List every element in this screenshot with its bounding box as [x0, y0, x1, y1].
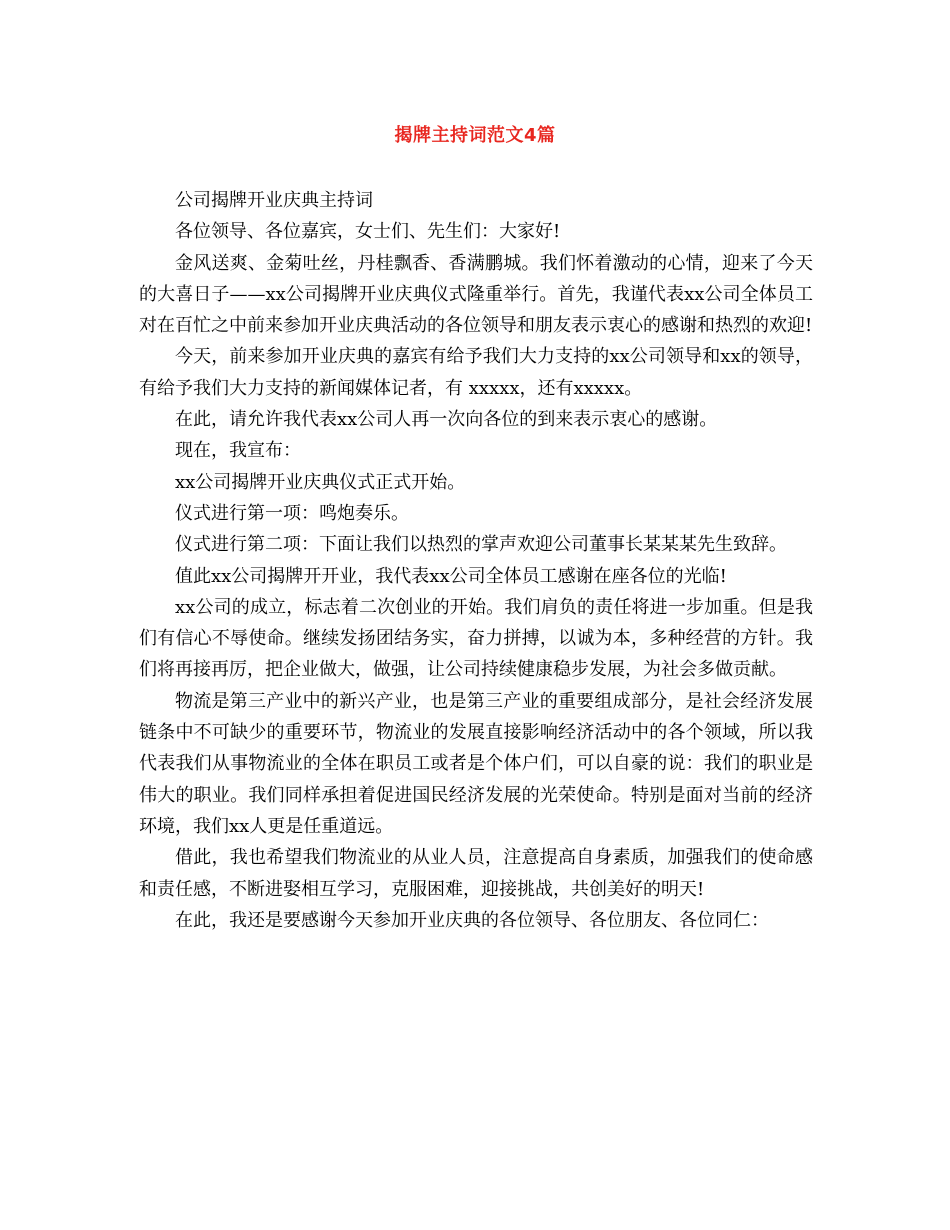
paragraph-announce: 现在，我宣布：	[175, 440, 301, 462]
paragraph-guests: 今天，前来参加开业庆典的嘉宾有给予我们大力支持的xx公司领导和xx的领导，有给予我们大力支持的新闻媒体记者，有 xxxxx，还有xxxxx。	[139, 346, 813, 399]
paragraph-founding: xx公司的成立，标志着二次创业的开始。我们肩负的责任将进一步加重。但是我们有信心不辱使命。继续发扬团结务实，奋力拼搏，以诚为本，多种经营的方针。我们将再接再厉，把企业做大，做强，让公司持续健康稳步发展，为社会多做贡献。	[139, 596, 813, 681]
paragraph-welcome: 值此xx公司揭牌开开业，我代表xx公司全体员工感谢在座各位的光临!	[175, 565, 727, 587]
document-body	[139, 185, 813, 936]
paragraph-greeting: 各位领导、各位嘉宾，女士们、先生们：大家好!	[175, 221, 561, 243]
paragraph-opening: 金风送爽、金菊吐丝，丹桂飘香、香满鹏城。我们怀着激动的心情，迎来了今天的大喜日子——xx公司揭牌开业庆典仪式隆重举行。首先，我谨代表xx公司全体员工对在百忙之中前来参加开业庆典活动的各位领导和朋友表示衷心的感谢和热烈的欢迎!	[139, 252, 813, 337]
paragraph-logistics: 物流是第三产业中的新兴产业，也是第三产业的重要组成部分，是社会经济发展链条中不可缺少的重要环节，物流业的发展直接影响经济活动中的各个领域，所以我代表我们从事物流业的全体在职员工或者是个体户们，可以自豪的说：我们的职业是伟大的职业。我们同样承担着促进国民经济发展的光荣使命。特别是面对当前的经济环境，我们xx人更是任重道远。	[139, 690, 813, 837]
paragraph-item-one: 仪式进行第一项：鸣炮奏乐。	[175, 502, 409, 524]
paragraph-hope: 借此，我也希望我们物流业的从业人员，注意提高自身素质，加强我们的使命感和责任感，不断进娶相互学习，克服困难，迎接挑战，共创美好的明天!	[139, 847, 813, 900]
paragraph-start: xx公司揭牌开业庆典仪式正式开始。	[175, 471, 466, 493]
paragraph-heading: 公司揭牌开业庆典主持词	[175, 190, 373, 211]
paragraph-thanks: 在此，请允许我代表xx公司人再一次向各位的到来表示衷心的感谢。	[175, 409, 718, 431]
paragraph-item-two: 仪式进行第二项：下面让我们以热烈的掌声欢迎公司董事长某某某先生致辞。	[175, 534, 787, 556]
document-title: 揭牌主持词范文4篇	[394, 125, 556, 146]
paragraph-closing: 在此，我还是要感谢今天参加开业庆典的各位领导、各位朋友、各位同仁：	[175, 909, 769, 931]
